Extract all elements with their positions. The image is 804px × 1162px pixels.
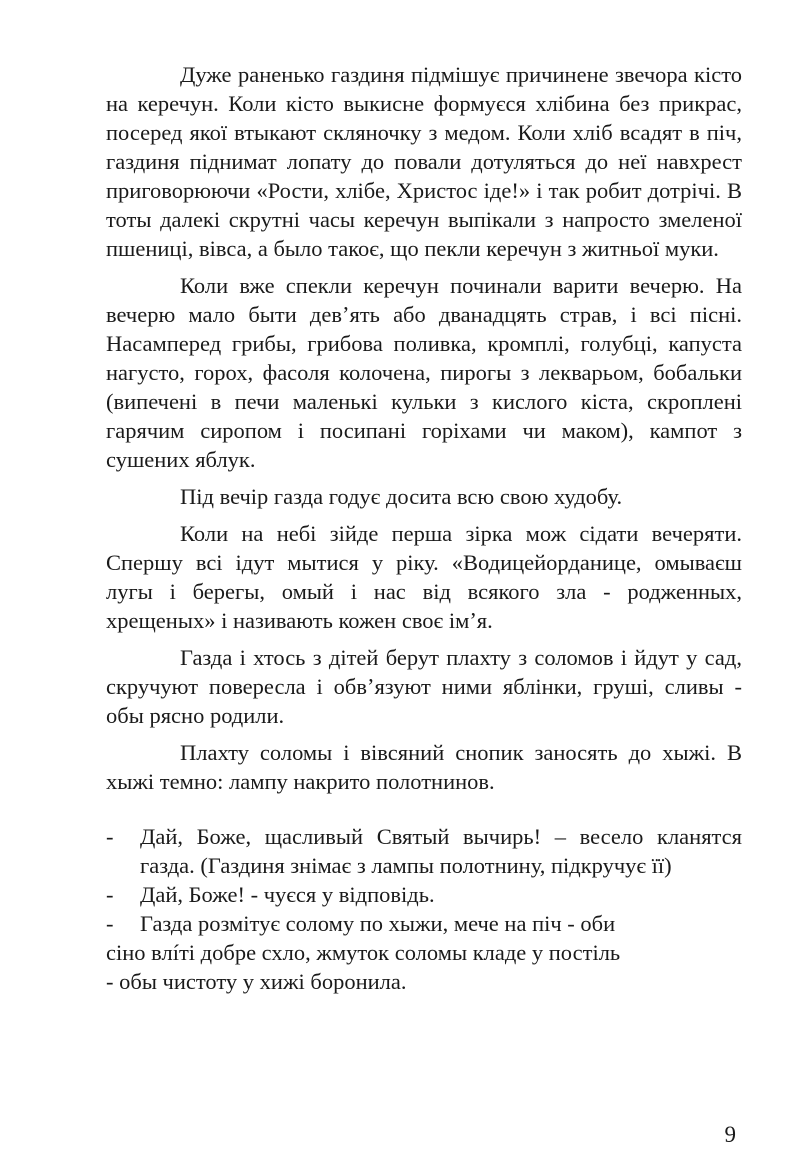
dialogue-dash: - bbox=[106, 824, 114, 849]
continuation-line-2: - обы чистоту у хижі боронила. bbox=[106, 969, 407, 994]
continuation-line-1: сіно влíті добре схло, жмуток соломы кладе у постіль bbox=[106, 940, 621, 965]
dialogue-dash: - bbox=[106, 911, 114, 936]
page-number: 9 bbox=[724, 1122, 736, 1147]
dialogue-line-1 bbox=[106, 822, 742, 880]
paragraph-2: Коли вже спекли керечун починали варити вечерю. На вечерю мало быти девʼять або дванадцять страв, і всі пісні. Насамперед грибы, грибова поливка, кромплі, голубці, капуста нагусто, горох, фасоля колочена, пирогы з лекварьом, бобальки (випечені в печи маленькі кульки з кислого кіста, скроплені гарячим сиропом і посипані горіхами чи маком), кампот з сушених яблук. bbox=[106, 273, 742, 472]
dialogue-continuation bbox=[106, 938, 742, 996]
paragraph-3: Під вечір газда годує досита всю свою худобу. bbox=[180, 484, 623, 509]
dialogue-text: Дай, Боже! - чуєся у відповідь. bbox=[140, 882, 435, 907]
paragraph-5: Газда і хтось з дітей берут плахту з соломов і йдут у сад, скручуют повересла і обвʼязуют ними яблінки, груші, сливы - обы рясно родили. bbox=[106, 645, 742, 728]
paragraph-1: Дуже раненько газдиня підмішує причинене звечора кісто на керечун. Коли кісто выкисне формуєся хлібина без прикрас, посеред якої втыкают скляночку з медом. Коли хліб всадят в піч, газдиня піднимат лопату до повали дотуляться до неї навхрест приговорюючи «Рости, хлібе, Христос іде!» і так робит дотрічі. В тоты далекі скрутні часы керечун выпікали з напросто змеленої пшениці, вівса, а было такоє, що пекли керечун з житньої муки. bbox=[106, 62, 742, 261]
paragraph-6: Плахту соломы і вівсяний снопик заносять до хыжі. В хыжі темно: лампу накрито полотнинов. bbox=[106, 740, 742, 794]
dialogue-text: Газда розмітує солому по хыжи, мече на піч - оби bbox=[140, 911, 616, 936]
dialogue-line-3 bbox=[106, 909, 742, 938]
text-body bbox=[106, 60, 742, 996]
dialogue-dash: - bbox=[106, 882, 114, 907]
paragraph-4: Коли на небі зійде перша зірка мож сідати вечеряти. Спершу всі ідут мытися у ріку. «Водицейорданице, омываєш лугы і берегы, омый і нас від всякого зла - родженных, хрещеных» і називають кожен своє імʼя. bbox=[106, 521, 742, 633]
dialogue-line-2 bbox=[106, 880, 742, 909]
dialogue-text: Дай, Боже, щасливый Святый вычирь! – весело кланятся газда. (Газдиня знімає з лампы полотнину, підкручує її) bbox=[140, 824, 742, 878]
